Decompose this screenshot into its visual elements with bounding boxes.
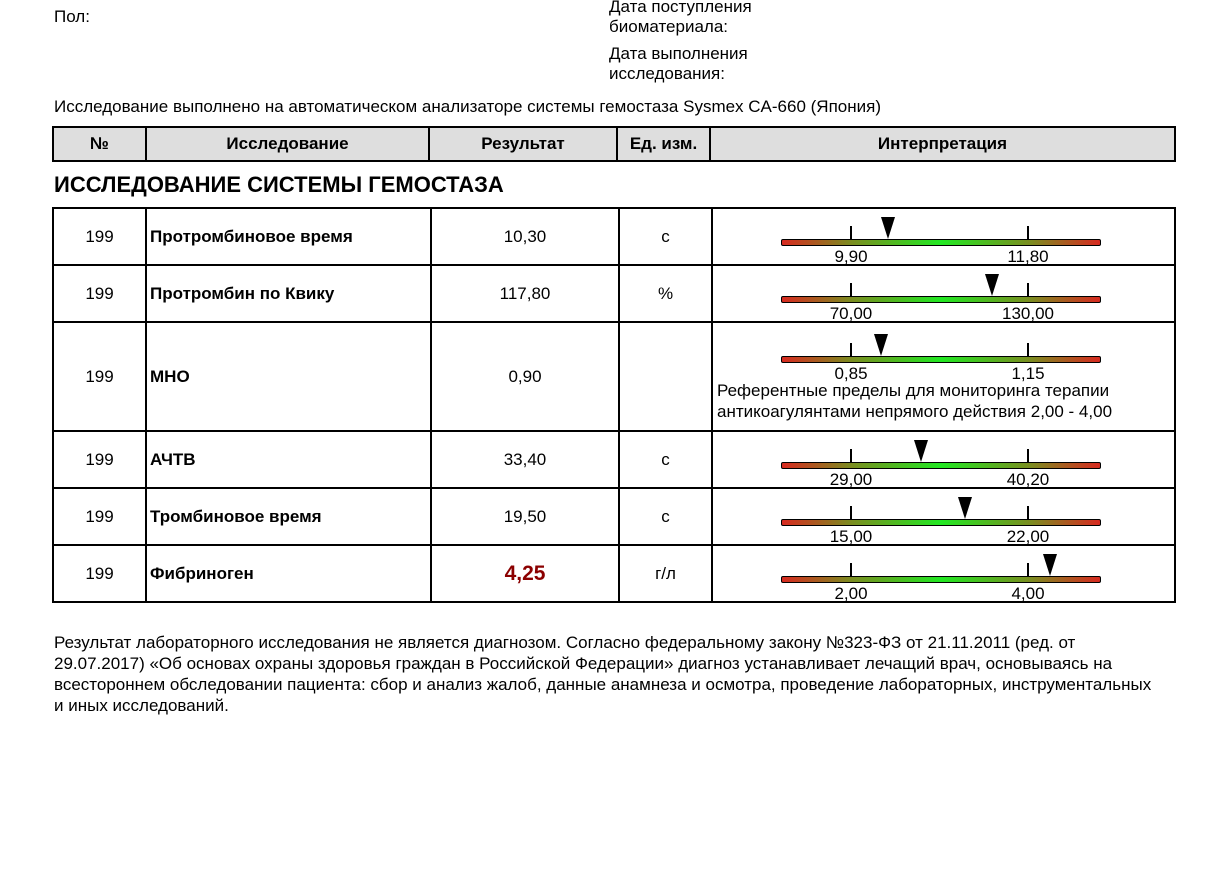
reference-gauge xyxy=(779,211,1109,266)
disclaimer: Результат лабораторного исследования не является диагнозом. Согласно федеральному закону №323-ФЗ от 21.11.2011 (ред. от 29.07.2017) «Об основах охраны здоровья граждан в Российской Федерации» диагноз устанавливает лечащий врач, основываясь на всестороннем обследовании пациента: сбор и анализ жалоб, данные анамнеза и осмотра, проведение лабораторных, инструментальных и иных исследований. xyxy=(54,633,1152,715)
gauge-bar xyxy=(781,519,1101,526)
test-unit: % xyxy=(619,265,712,322)
table-row xyxy=(53,545,1175,602)
test-result: 33,40 xyxy=(503,449,547,469)
gauge-bar xyxy=(781,356,1101,363)
high-tick xyxy=(1027,343,1029,356)
test-unit: с xyxy=(619,208,712,265)
value-marker xyxy=(881,217,895,239)
test-result: 10,30 xyxy=(503,226,547,246)
section-title: ИССЛЕДОВАНИЕ СИСТЕМЫ ГЕМОСТАЗА xyxy=(54,172,504,197)
high-limit: 22,00 xyxy=(1006,526,1050,546)
low-limit: 70,00 xyxy=(829,303,873,323)
reference-gauge xyxy=(779,268,1109,323)
test-code: 199 xyxy=(53,431,146,488)
high-limit: 11,80 xyxy=(1007,246,1049,266)
sex-label: Пол: xyxy=(54,7,90,26)
test-code: 199 xyxy=(53,322,146,431)
interpretation-cell xyxy=(712,208,1175,265)
test-result: 117,80 xyxy=(499,283,551,303)
low-limit: 0,85 xyxy=(834,363,868,383)
test-result: 0,90 xyxy=(508,366,542,386)
value-marker xyxy=(985,274,999,296)
results-table-header xyxy=(52,126,1176,162)
interpretation-cell xyxy=(712,431,1175,488)
low-tick xyxy=(850,283,852,296)
interpretation-cell xyxy=(712,265,1175,322)
high-tick xyxy=(1027,226,1029,239)
table-row xyxy=(53,322,1175,431)
test-code: 199 xyxy=(53,488,146,545)
high-tick xyxy=(1027,449,1029,462)
test-code: 199 xyxy=(53,208,146,265)
low-tick xyxy=(850,226,852,239)
reference-gauge xyxy=(779,328,1109,383)
test-code: 199 xyxy=(53,545,146,602)
interpretation-cell xyxy=(712,545,1175,602)
high-limit: 4,00 xyxy=(1011,583,1045,603)
value-marker xyxy=(958,497,972,519)
test-unit: с xyxy=(619,431,712,488)
table-row xyxy=(53,431,1175,488)
header-study: Исследование xyxy=(146,127,429,161)
study-date-label: Дата выполнения исследования: xyxy=(609,44,748,83)
test-name: Протромбиновое время xyxy=(146,208,431,265)
test-unit xyxy=(619,322,712,431)
reference-gauge xyxy=(779,548,1109,603)
header-interpretation: Интерпретация xyxy=(710,127,1175,161)
value-marker xyxy=(1043,554,1057,576)
test-name: Тромбиновое время xyxy=(146,488,431,545)
interpretation-cell xyxy=(712,322,1175,431)
value-marker xyxy=(914,440,928,462)
header-num: № xyxy=(53,127,146,161)
test-code: 199 xyxy=(53,265,146,322)
low-tick xyxy=(850,343,852,356)
gauge-bar xyxy=(781,462,1101,469)
test-name: АЧТВ xyxy=(146,431,431,488)
receipt-date-label: Дата поступления биоматериала: xyxy=(609,0,752,36)
value-marker xyxy=(874,334,888,356)
test-result: 19,50 xyxy=(503,506,547,526)
high-tick xyxy=(1027,563,1029,576)
test-result: 4,25 xyxy=(504,561,546,585)
header-unit: Ед. изм. xyxy=(617,127,710,161)
table-row xyxy=(53,265,1175,322)
results-table xyxy=(52,207,1176,603)
gauge-bar xyxy=(781,296,1101,303)
low-tick xyxy=(850,506,852,519)
test-name: Фибриноген xyxy=(146,545,431,602)
table-row xyxy=(53,488,1175,545)
reference-note: Референтные пределы для мониторинга терапии антикоагулянтами непрямого действия 2,00 - 4,00 xyxy=(717,380,1113,421)
high-tick xyxy=(1027,506,1029,519)
low-tick xyxy=(850,563,852,576)
table-row xyxy=(53,208,1175,265)
low-limit: 29,00 xyxy=(829,469,873,489)
gauge-bar xyxy=(781,239,1101,246)
low-limit: 15,00 xyxy=(829,526,873,546)
test-unit: с xyxy=(619,488,712,545)
header-result: Результат xyxy=(429,127,617,161)
reference-gauge xyxy=(779,491,1109,546)
high-limit: 1,15 xyxy=(1011,363,1045,383)
test-unit: г/л xyxy=(619,545,712,602)
high-limit: 40,20 xyxy=(1006,469,1050,489)
interpretation-cell xyxy=(712,488,1175,545)
low-limit: 9,90 xyxy=(834,246,868,266)
high-tick xyxy=(1027,283,1029,296)
low-limit: 2,00 xyxy=(834,583,868,603)
high-limit: 130,00 xyxy=(1002,303,1054,323)
test-name: МНО xyxy=(146,322,431,431)
reference-gauge xyxy=(779,434,1109,489)
test-name: Протромбин по Квику xyxy=(146,265,431,322)
low-tick xyxy=(850,449,852,462)
gauge-bar xyxy=(781,576,1101,583)
method-note: Исследование выполнено на автоматическом анализаторе системы гемостаза Sysmex CA-660 (Япония) xyxy=(54,97,881,116)
